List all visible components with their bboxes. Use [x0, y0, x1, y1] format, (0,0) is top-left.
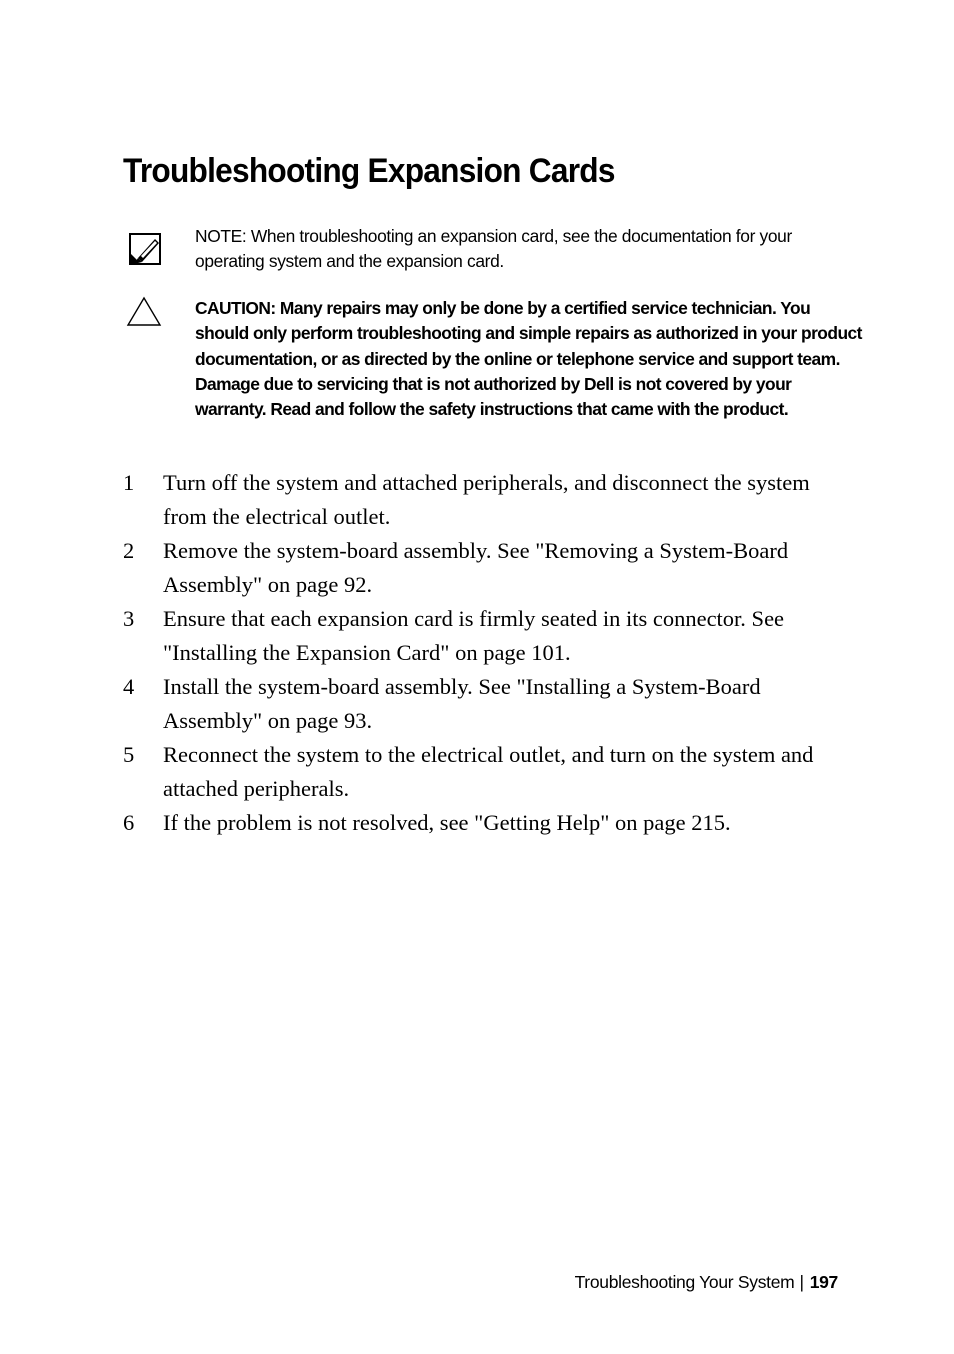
step-item [123, 670, 843, 738]
step-item [123, 738, 843, 806]
step-number: 4 [123, 674, 135, 699]
step-text: If the problem is not resolved, see "Getting Help" on page 215. [163, 810, 731, 835]
footer-separator: | [799, 1272, 804, 1292]
footer-section-title: Troubleshooting Your System [574, 1272, 795, 1292]
step-text: Reconnect the system to the electrical outlet, and turn on the system and attached peripherals. [163, 742, 814, 801]
step-item [123, 602, 843, 670]
step-number: 1 [123, 470, 135, 495]
step-number: 2 [123, 538, 135, 563]
step-text: Turn off the system and attached peripherals, and disconnect the system from the electrical outlet. [163, 470, 810, 529]
page-footer [575, 1272, 838, 1293]
caution-callout [123, 296, 863, 448]
page-title: Troubleshooting Expansion Cards [123, 152, 615, 190]
note-body: When troubleshooting an expansion card, see the documentation for your operating system and the expansion card. [195, 226, 792, 272]
caution-triangle-icon [126, 296, 162, 328]
step-text: Ensure that each expansion card is firmly seated in its connector. See "Installing the Expansion Card" on page 101. [163, 606, 785, 665]
note-label: NOTE: [195, 226, 247, 246]
step-number: 6 [123, 810, 135, 835]
step-item [123, 534, 843, 602]
step-number: 5 [123, 742, 135, 767]
step-item [123, 466, 843, 534]
page-number: 197 [809, 1272, 838, 1292]
step-text: Remove the system-board assembly. See "Removing a System-Board Assembly" on page 92. [163, 538, 789, 597]
step-item [123, 806, 843, 840]
note-pencil-icon [128, 232, 162, 266]
step-text: Install the system-board assembly. See "Installing a System-Board Assembly" on page 93. [163, 674, 761, 733]
caution-text: CAUTION: Many repairs may only be done by a certified service technician. You should only perform troubleshooting and simple repairs as authorized in your product documentation, or as directed by the online or telephone service and support team. Damage due to servicing that is not authorized by Dell is not covered by your warranty. Read and follow the safety instructions that came with the product. [195, 298, 862, 420]
steps-list [123, 466, 843, 840]
note-callout [123, 224, 863, 276]
step-number: 3 [123, 606, 135, 631]
note-text [195, 224, 863, 275]
